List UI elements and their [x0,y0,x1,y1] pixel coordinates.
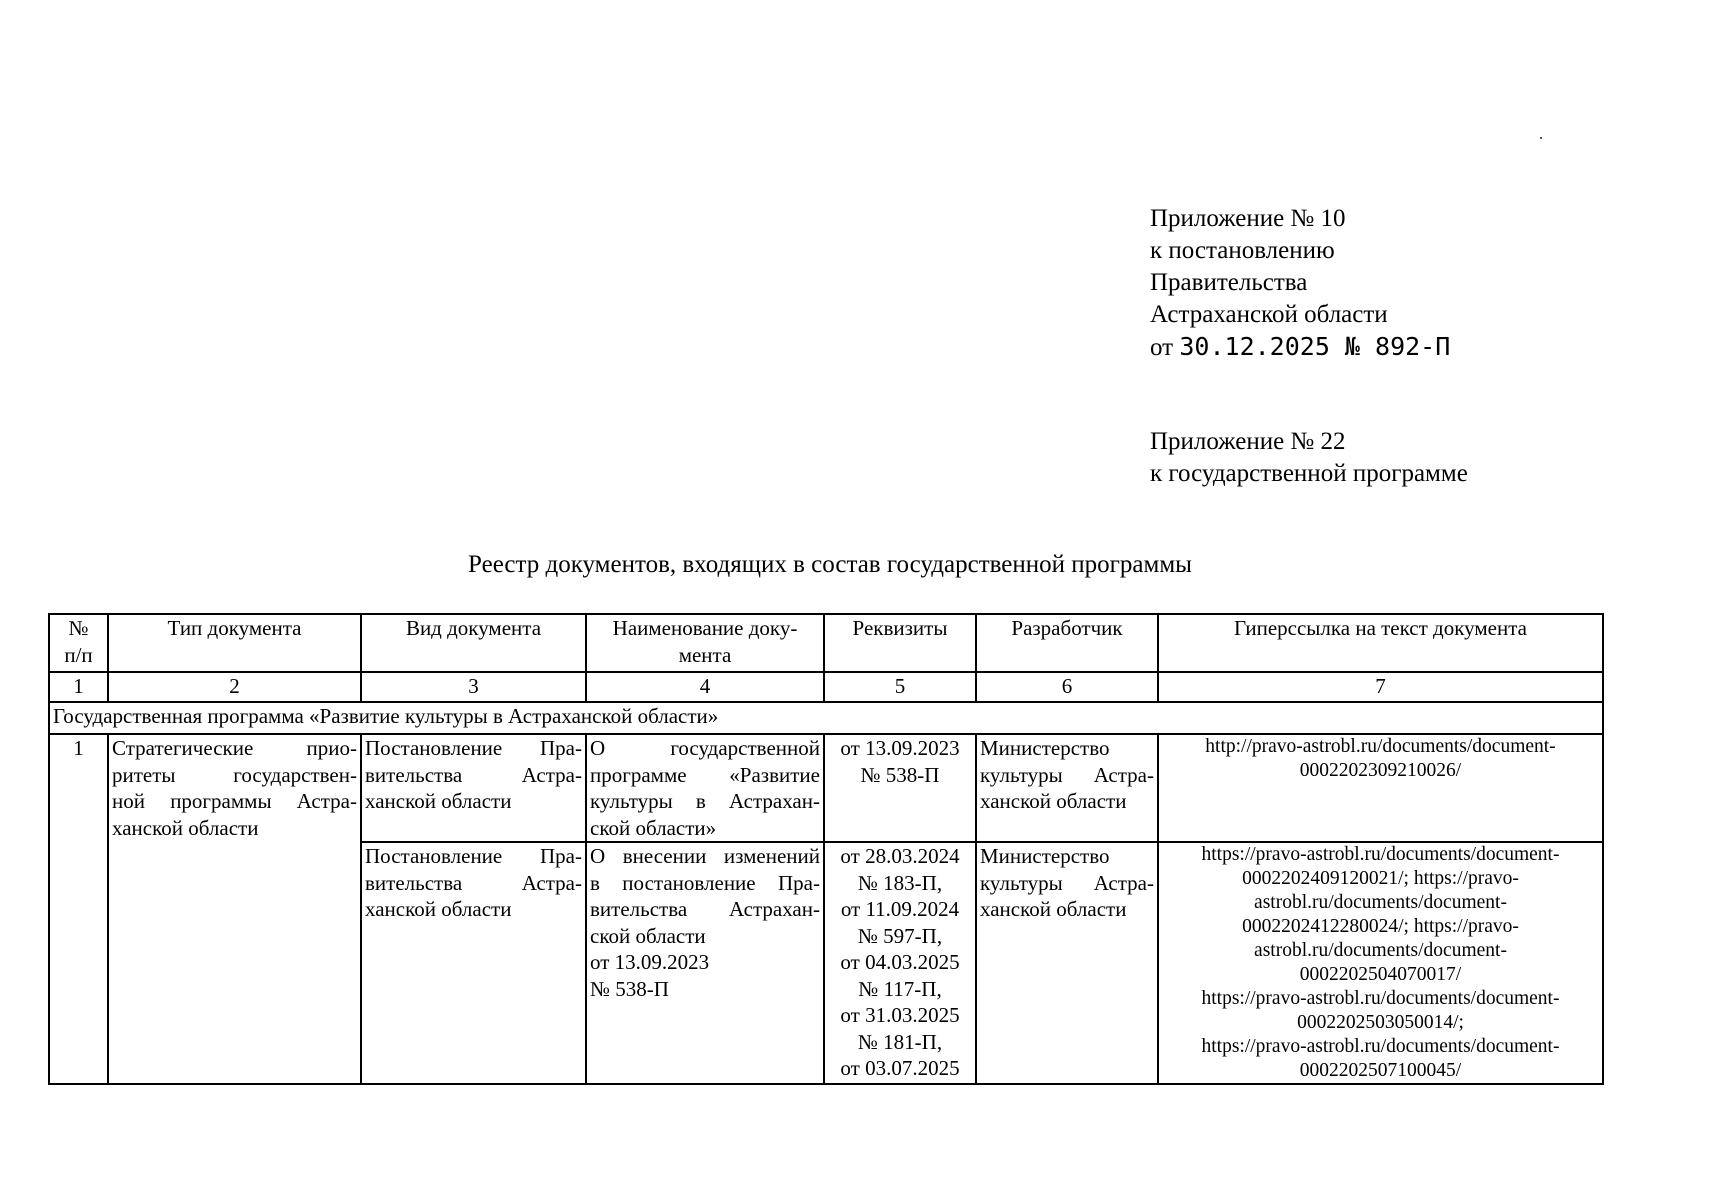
cell-line: ханской области [980,897,1127,921]
cell-line: ритеты государствен- [112,762,357,787]
cell-developer [976,734,1158,842]
cell-line: О государственной [590,736,820,760]
header-doc-type: Тип документа [108,614,361,672]
cell-line: Министерство [980,844,1110,868]
cell-line: от 04.03.2025 [840,950,960,974]
cell-line: № 117-П, [858,976,942,1001]
hyperlink-line[interactable]: 0002202507100045/ [1299,1060,1462,1081]
cell-line: вительства Астра- [365,870,582,895]
hyperlink-line[interactable]: astrobl.ru/documents/document- [1254,892,1507,913]
hyperlink-line[interactable]: 0002202309210026/ [1299,760,1462,781]
hyperlink-line[interactable]: https://pravo-astrobl.ru/documents/document- [1201,988,1560,1009]
document-title: Реестр документов, входящих в состав государственной программы [468,551,1192,578]
cell-doc-name [586,734,824,842]
section-title: Государственная программа «Развитие культуры в Астраханской области» [49,702,1603,734]
cell-line: Постановление Пра- [365,736,582,760]
cell-line: ской области» [590,815,717,840]
cell-line: в постановление Пра- [590,870,820,895]
appendix-line: к постановлению [1150,237,1335,264]
header-row [49,614,1603,672]
cell-line: вительства Астрахан- [590,897,820,921]
column-number: 6 [976,672,1158,702]
header-doc-name [586,614,824,672]
hyperlink-line[interactable]: astrobl.ru/documents/document- [1254,940,1507,961]
cell-details [824,734,976,842]
appendix-line: к государственной программе [1150,460,1468,487]
cell-line: № 538-П [590,976,669,1001]
cell-line: от 31.03.2025 [840,1003,960,1027]
appendix-block-resolution [1150,203,1450,364]
appendix-line: Приложение № 22 [1150,428,1346,455]
cell-line: Министерство [980,736,1110,760]
header-details: Реквизиты [824,614,976,672]
cell-line: ханской области [365,789,512,813]
header-line: мента [678,642,732,667]
date-stamp: 30.12.2025 № 892-П [1179,332,1451,361]
cell-line: ханской области [365,897,512,921]
cell-line: культуры в Астрахан- [590,789,820,813]
hyperlink-line[interactable]: 0002202503050014/; [1297,1012,1464,1033]
appendix-line: Правительства [1150,269,1308,296]
cell-line: № 538-П [860,762,940,787]
header-hyperlink: Гиперссылка на текст документа [1158,614,1603,672]
hyperlink-line[interactable]: https://pravo-astrobl.ru/documents/document- [1201,1036,1560,1057]
cell-line: № 181-П, [857,1029,943,1054]
date-prefix: от [1150,334,1174,361]
cell-line: ной программы Астра- [112,789,357,813]
column-number: 1 [49,672,108,702]
cell-doc-kind [361,734,586,842]
cell-doc-type [108,734,361,1084]
cell-doc-name [586,842,824,1084]
appendix-line: Астраханской области [1150,301,1388,328]
scan-speck [1540,137,1542,139]
header-number [49,614,108,672]
cell-hyperlink [1158,734,1603,842]
column-number: 4 [586,672,824,702]
cell-line: от 28.03.2024 [840,844,960,868]
cell-line: программе «Развитие [590,762,820,787]
hyperlink-line[interactable]: 0002202504070017/ [1299,964,1462,985]
cell-details [824,842,976,1084]
column-number: 2 [108,672,361,702]
cell-line: от 13.09.2023 [590,950,710,974]
column-number: 3 [361,672,586,702]
hyperlink-line[interactable]: https://pravo-astrobl.ru/documents/document- [1201,844,1560,865]
registry-table [48,613,1604,1085]
cell-line: Стратегические прио- [112,736,357,760]
hyperlink-line[interactable]: 0002202409120021/; https://pravo- [1242,868,1519,889]
header-line: Наименование доку- [612,616,798,640]
appendix-block-program [1150,426,1468,490]
table-row [49,734,1603,842]
cell-line: Постановление Пра- [365,844,582,868]
cell-line: ской области [590,923,706,948]
cell-line: вительства Астра- [365,762,582,787]
cell-line: культуры Астра- [980,870,1154,895]
header-line: № [68,616,89,640]
header-line: п/п [64,642,93,667]
cell-line: № 597-П, [857,923,943,948]
cell-line: от 13.09.2023 [840,736,960,760]
cell-line: культуры Астра- [980,762,1154,787]
column-number-row [49,672,1603,702]
cell-developer [976,842,1158,1084]
header-doc-kind: Вид документа [361,614,586,672]
appendix-line: Приложение № 10 [1150,205,1346,232]
cell-line: О внесении изменений [590,844,820,868]
header-developer: Разработчик [976,614,1158,672]
hyperlink-line[interactable]: 0002202412280024/; https://pravo- [1242,916,1519,937]
column-number: 5 [824,672,976,702]
cell-line: ханской области [112,815,259,840]
appendix-date-line [1150,331,1450,364]
cell-line: от 11.09.2024 [840,897,960,921]
hyperlink-line[interactable]: http://pravo-astrobl.ru/documents/document- [1205,736,1556,757]
cell-doc-kind [361,842,586,1084]
column-number: 7 [1158,672,1603,702]
cell-hyperlink [1158,842,1603,1084]
row-number: 1 [49,734,108,1084]
cell-line: от 03.07.2025 [840,1056,960,1080]
cell-line: № 183-П, [857,870,943,895]
cell-line: ханской области [980,789,1127,813]
section-row [49,702,1603,734]
